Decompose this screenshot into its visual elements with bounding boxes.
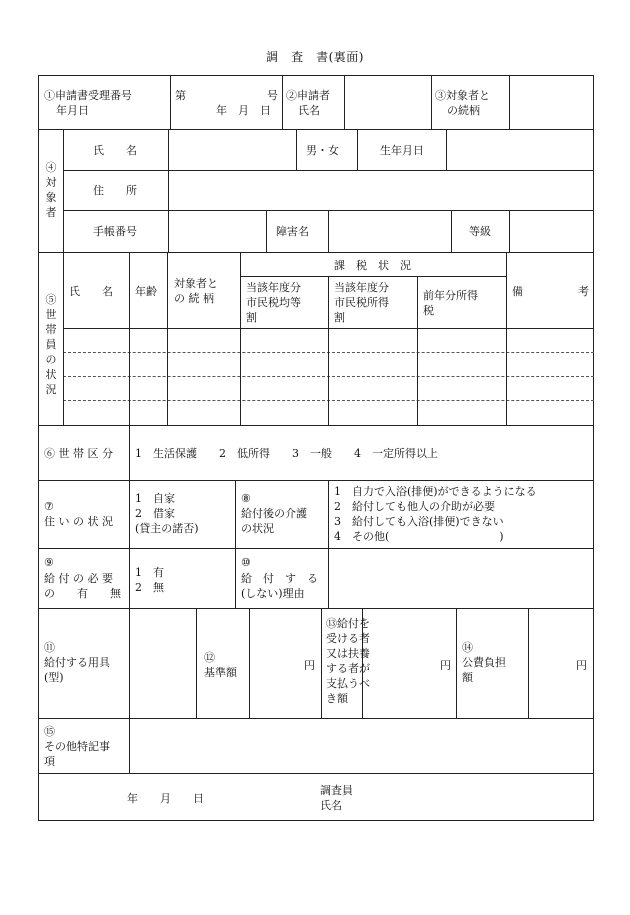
rule xyxy=(168,210,169,252)
care-label-num: ⑧ xyxy=(241,492,251,505)
tax-col1-line3: 割 xyxy=(246,311,257,324)
number-prefix: 第 xyxy=(175,89,186,102)
receipt-date-placeholder: 年 月 日 xyxy=(216,104,271,117)
rule xyxy=(456,608,457,718)
yen-unit: 円 xyxy=(304,659,315,672)
investigator-label: 調査員 xyxy=(320,784,353,797)
equipment-label: 給付する用具 xyxy=(44,656,110,669)
need-label-num: ⑨ xyxy=(44,556,54,569)
rule xyxy=(328,276,329,425)
rule xyxy=(235,480,236,548)
yen-unit: 円 xyxy=(576,659,587,672)
yen-unit: 円 xyxy=(440,659,451,672)
rule xyxy=(344,75,345,129)
rule xyxy=(235,548,236,608)
remarks-label-1: 備 xyxy=(512,285,523,298)
rule xyxy=(129,608,130,718)
tax-col3-line2: 税 xyxy=(423,304,434,317)
public-expense-num: ⑭ xyxy=(462,641,473,654)
rule xyxy=(446,129,447,170)
rule xyxy=(528,608,529,718)
care-option-3: 3 給付しても入浴(排便)できない xyxy=(334,515,504,528)
rule xyxy=(509,210,510,252)
page-title: 調 査 書(裏面) xyxy=(266,50,364,64)
rule xyxy=(509,75,510,129)
other-notes-label: その他特記事 xyxy=(44,740,110,753)
disability-label: 障害名 xyxy=(276,225,309,238)
receipt-date-label: 年月日 xyxy=(56,104,89,117)
investigation-date: 年 月 日 xyxy=(127,792,204,805)
rule xyxy=(196,608,197,718)
subject-name-label: 氏 名 xyxy=(93,144,137,157)
notebook-number-label: 手帳番号 xyxy=(93,225,137,238)
rule xyxy=(240,276,506,277)
payer-amount-label-5: 支払うべ xyxy=(326,677,370,690)
rule xyxy=(38,425,594,426)
household-name-label: 氏 名 xyxy=(69,285,113,298)
payer-amount-label-6: き額 xyxy=(326,692,348,705)
housing-option-own: 1 自家 xyxy=(135,492,175,505)
tax-col2-line2: 市民税所得 xyxy=(334,296,389,309)
housing-option-rent: 2 借家 xyxy=(135,507,175,520)
rule xyxy=(129,548,130,608)
age-label: 年齢 xyxy=(135,285,157,298)
rule xyxy=(129,425,130,480)
rule xyxy=(282,75,283,129)
tax-col2-line1: 当該年度分 xyxy=(334,281,389,294)
need-option-yes: 1 有 xyxy=(135,566,164,579)
subject-section-label: ④対象者 xyxy=(45,161,57,219)
rule xyxy=(129,480,130,548)
rule xyxy=(328,210,329,252)
need-option-no: 2 無 xyxy=(135,581,164,594)
tax-col2-line3: 割 xyxy=(334,311,345,324)
rule xyxy=(296,129,297,170)
payer-amount-label-2: 受ける者 xyxy=(326,632,370,645)
applicant-name-label: 氏名 xyxy=(298,104,320,117)
relation-label-2: の続柄 xyxy=(447,104,480,117)
rule xyxy=(321,608,322,718)
rule xyxy=(506,252,507,425)
other-notes-label-2: 項 xyxy=(44,755,55,768)
payer-amount-label-4: する者が xyxy=(326,662,370,675)
household-section-label: ⑤世帯員の状況 xyxy=(45,293,57,396)
rule xyxy=(357,129,358,170)
rule xyxy=(431,75,432,129)
rule xyxy=(168,170,169,210)
housing-label-num: ⑦ xyxy=(44,500,54,513)
housing-label: 住 い の 状 況 xyxy=(44,515,113,528)
sex-label: 男・女 xyxy=(306,144,339,157)
relation-label: ③対象者と xyxy=(435,89,490,102)
rule xyxy=(38,480,594,481)
public-expense-label-2: 額 xyxy=(462,671,473,684)
tax-status-header: 課 税 状 況 xyxy=(334,259,411,272)
equipment-label-num: ⑪ xyxy=(44,641,55,654)
rule xyxy=(240,252,241,425)
rule xyxy=(168,129,169,170)
rule xyxy=(129,718,130,773)
care-label-2: の状況 xyxy=(241,522,274,535)
rule xyxy=(266,210,267,252)
address-label: 住 所 xyxy=(93,184,137,197)
rule xyxy=(328,480,329,548)
payer-amount-label-1: ⑬給付を xyxy=(326,617,370,630)
rule xyxy=(451,210,452,252)
rule xyxy=(417,276,418,425)
housing-option-landlord: (貸主の諾否) xyxy=(135,522,199,535)
rule xyxy=(249,608,250,718)
rule xyxy=(328,548,329,608)
reason-label-num: ⑩ xyxy=(241,556,251,569)
standard-amount-label: 基準額 xyxy=(204,666,237,679)
payer-amount-label-3: 又は扶養 xyxy=(326,647,370,660)
reason-label-2: (しない)理由 xyxy=(241,587,305,600)
rule xyxy=(38,718,594,719)
other-notes-num: ⑮ xyxy=(44,725,55,738)
rule xyxy=(38,252,594,253)
tax-col1-line1: 当該年度分 xyxy=(246,281,301,294)
applicant-label: ②申請者 xyxy=(286,89,330,102)
household-category-options: 1 生活保護 2 低所得 3 一般 4 一定所得以上 xyxy=(135,447,438,460)
care-option-1: 1 自力で入浴(排便)ができるようになる xyxy=(334,485,537,498)
rule xyxy=(38,608,594,609)
household-category-label: ⑥ 世 帯 区 分 xyxy=(44,447,113,460)
rule xyxy=(38,773,594,774)
receipt-number-label: ①申請書受理番号 xyxy=(44,89,132,102)
tax-col3-line1: 前年分所得 xyxy=(423,289,478,302)
number-suffix: 号 xyxy=(267,89,278,102)
birth-date-label: 生年月日 xyxy=(380,144,424,157)
grade-label: 等級 xyxy=(469,225,491,238)
household-relation-label: 対象者と xyxy=(174,277,218,290)
need-label: 給 付 の 必 要 xyxy=(44,572,113,585)
care-option-2: 2 給付しても他人の介助が必要 xyxy=(334,500,495,513)
tax-col1-line2: 市民税均等 xyxy=(246,296,301,309)
public-expense-label: 公費負担 xyxy=(462,656,506,669)
standard-amount-num: ⑫ xyxy=(204,651,215,664)
rule xyxy=(63,129,64,425)
need-label-2: の 有 無 xyxy=(44,587,121,600)
rule xyxy=(129,252,130,425)
rule xyxy=(63,170,594,171)
rule xyxy=(170,75,171,129)
reason-label: 給 付 す る xyxy=(241,572,318,585)
household-relation-label-2: の 続 柄 xyxy=(174,292,214,305)
rule xyxy=(38,548,594,549)
care-label: 給付後の介護 xyxy=(241,507,307,520)
remarks-label-2: 考 xyxy=(578,285,589,298)
investigator-name-label: 氏名 xyxy=(320,799,342,812)
equipment-type-label: (型) xyxy=(44,671,64,684)
care-option-4: 4 その他( ) xyxy=(334,530,504,543)
rule xyxy=(38,129,594,130)
rule xyxy=(167,252,168,425)
